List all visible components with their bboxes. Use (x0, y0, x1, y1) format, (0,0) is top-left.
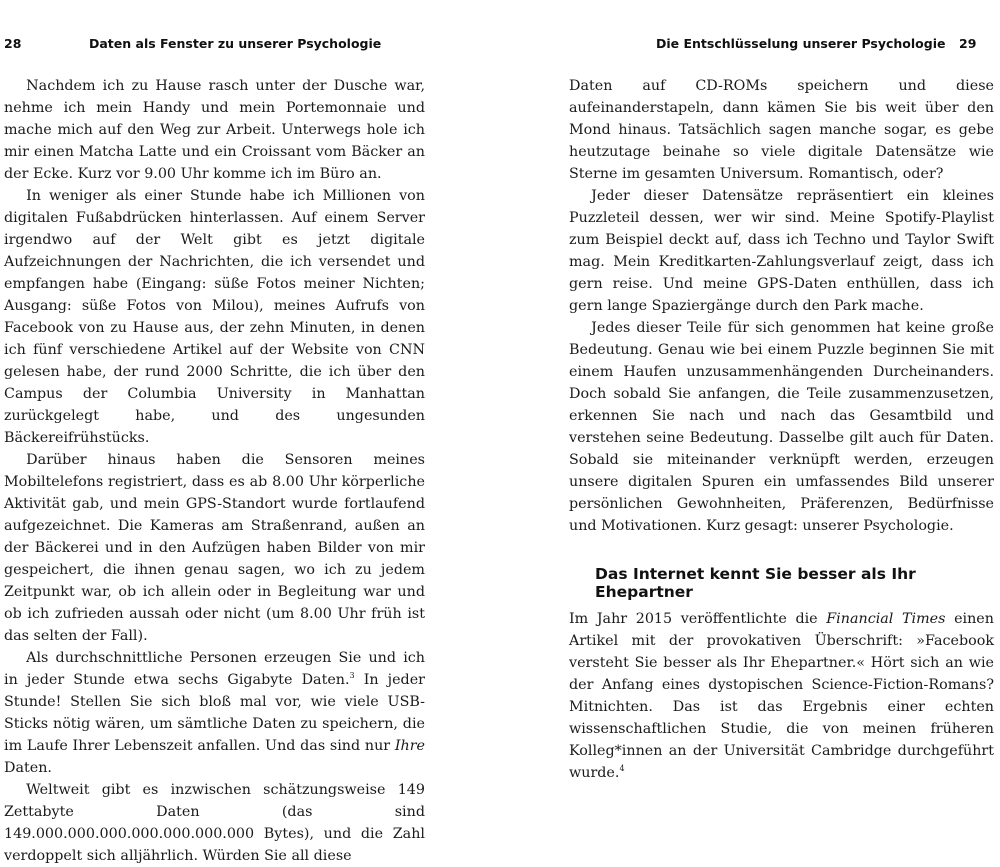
text-span: einen Artikel mit der provokativen Überschrift: »Facebook versteht Sie besser als Ihr Ehepartner.« Hört sich an wie der Anfang eines dystopischen Science-Fiction-Romans? Mitnichten. Das ist das Ergebnis einer echten wissenschaftlichen Studie, die von meinen früheren Kolleg*innen an der Universität Cambridge durchgeführt wurde. (569, 611, 994, 781)
emphasis: Financial Times (826, 611, 946, 627)
paragraph: Darüber hinaus haben die Sensoren meines Mobiltelefons registriert, dass es ab 8.00 Uhr körperliche Aktivität gab, und mein GPS-Standort wurde fortlaufend aufgezeichnet. Die Kameras am Straßenrand, außen an der Bäckerei und in den Aufzügen haben Bilder von mir gespeichert, die ihnen genau sagen, wo ich zu jedem Zeitpunkt war, ob ich allein oder in Begleitung war und ob ich zufrieden aussah oder nicht (um 8.00 Uhr früh ist das selten der Fall). (4, 452, 425, 644)
paragraph: Daten auf CD-ROMs speichern und diese aufeinanderstapeln, dann kämen Sie bis weit über den Mond hinaus. Tatsächlich sagen manche sogar, es gebe heutzutage beinahe so viele digitale Datensätze wie Sterne im gesamten Universum. Romantisch, oder? (569, 78, 994, 182)
body-text (569, 75, 994, 537)
running-head: Daten als Fenster zu unserer Psychologie (89, 36, 382, 51)
section-heading: Das Internet kennt Sie besser als Ihr Ehepartner (595, 565, 916, 601)
footnote-ref: 4 (619, 764, 625, 774)
paragraph: Jedes dieser Teile für sich genommen hat keine große Bedeutung. Genau wie bei einem Puzzle beginnen Sie mit einem Haufen unzusammenhängenden Durcheinanders. Doch sobald Sie anfangen, die Teile zusammenzusetzen, erkennen Sie nach und nach das Gesamtbild und verstehen seine Bedeutung. Dasselbe gilt auch für Daten. Sobald sie miteinander verknüpft werden, erzeugen unsere digitalen Spuren ein umfassendes Bild unserer persönlichen Gewohnheiten, Präferenzen, Bedürfnisse und Motivationen. Kurz gesagt: unserer Psychologie. (569, 320, 994, 534)
emphasis: Ihre (394, 738, 425, 754)
text-span: Daten. (4, 760, 52, 776)
paragraph: Jeder dieser Datensätze repräsentiert ein kleines Puzzleteil dessen, wer wir sind. Meine Spotify-Playlist zum Beispiel deckt auf, dass ich Techno und Taylor Swift mag. Mein Kreditkarten-Zahlungsverlauf zeigt, dass ich gern reise. Und meine GPS-Daten enthüllen, dass ich gern lange Spaziergänge durch den Park mache. (569, 188, 994, 314)
page-number: 29 (959, 36, 977, 51)
paragraph: In weniger als einer Stunde habe ich Millionen von digitalen Fußabdrücken hinterlassen. Auf einem Server irgendwo auf der Welt gibt es jetzt digitale Aufzeichnungen der Nachrichten, die ich versendet und empfangen habe (Eingang: süße Fotos meiner Nichten; Ausgang: süße Fotos von Milou), meines Aufrufs von Facebook von zu Hause aus, der zehn Minuten, in denen ich fünf verschiedene Artikel auf der Website von CNN gelesen habe, der rund 2000 Schritte, die ich über den Campus der Columbia University in Manhattan zurückgelegt habe, und des ungesunden Bäckereifrühstücks. (4, 188, 425, 446)
section-body-text (569, 608, 994, 784)
paragraph (569, 608, 994, 784)
paragraph: Weltweit gibt es inzwischen schätzungsweise 149 Zettabyte Daten (das sind 149.000.000.000.000.000.000.000 Bytes), und die Zahl verdoppelt sich alljährlich. Würden Sie all diese (4, 782, 425, 864)
body-text (4, 75, 425, 867)
running-head: Die Entschlüsselung unserer Psychologie (656, 36, 946, 51)
right-page (500, 0, 1000, 800)
text-span: Im Jahr 2015 veröffentlichte die (569, 611, 827, 627)
footnote-ref: 3 (349, 671, 355, 681)
paragraph: Nachdem ich zu Hause rasch unter der Dusche war, nehme ich mein Handy und mein Portemonnaie und mache mich auf den Weg zur Arbeit. Unterwegs hole ich mir einen Matcha Latte und ein Croissant vom Bäcker an der Ecke. Kurz vor 9.00 Uhr komme ich im Büro an. (4, 78, 425, 182)
text-span: Als durchschnittliche Personen erzeugen Sie und ich in jeder Stunde etwa sechs Gigabyte Daten. (4, 650, 425, 688)
left-page (0, 0, 500, 864)
text-span: In jeder Stunde! Stellen Sie sich bloß mal vor, wie viele USB-Sticks nötig wären, um sämtliche Daten zu speichern, die im Laufe Ihrer Lebenszeit anfallen. Und das sind nur (4, 672, 425, 754)
page-number: 28 (4, 36, 22, 51)
paragraph (4, 647, 425, 779)
